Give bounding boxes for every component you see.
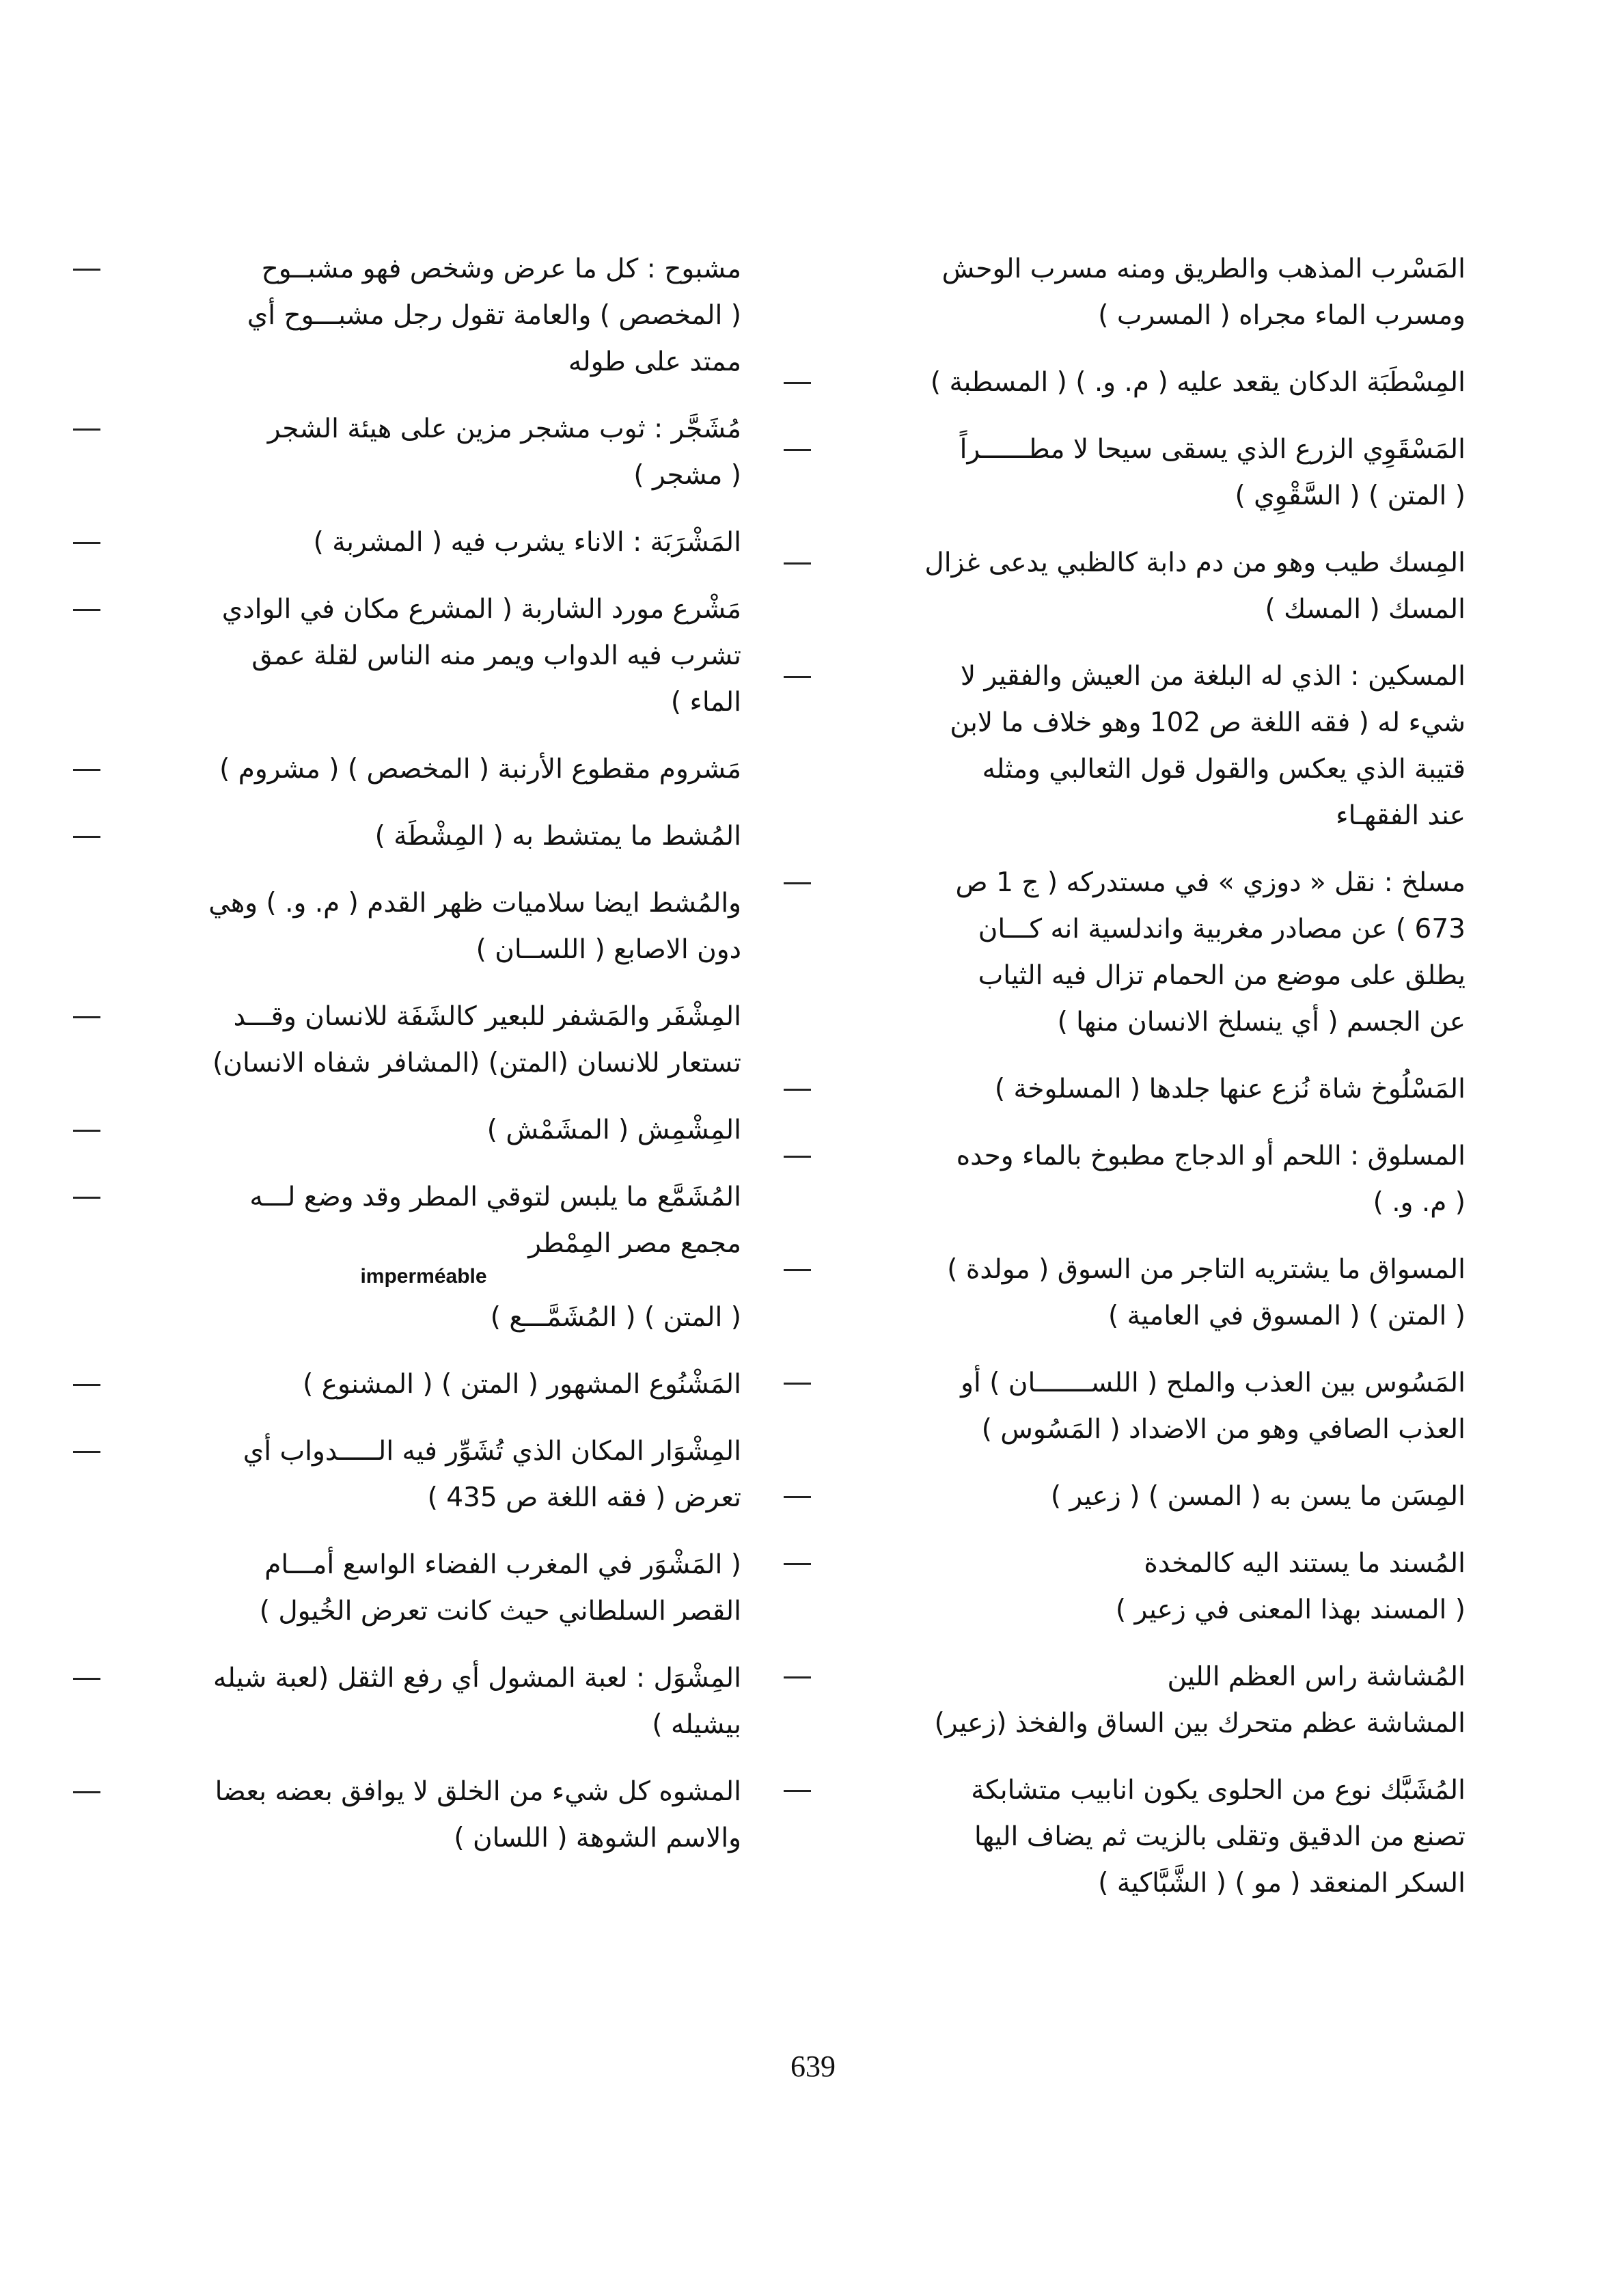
entry-line: مُشَجَّر : ثوب مشجر مزين على هيئة الشجر <box>267 413 741 444</box>
entry-line: المسلوق : اللحم أو الدجاج مطبوخ بالماء وحده <box>956 1141 1465 1171</box>
entry-dash <box>73 1130 100 1132</box>
entry-line: 673 ) عن مصادر مغربية واندلسية انه كـــان <box>978 914 1465 944</box>
dictionary-entry <box>857 246 1465 339</box>
dictionary-entry <box>147 1428 741 1521</box>
entry-dash <box>784 562 811 565</box>
entry-line: ( المسند بهذا المعنى في زعير ) <box>1115 1594 1465 1625</box>
entry-dash <box>73 1384 100 1386</box>
entry-line: ( مشجر ) <box>633 460 741 491</box>
entry-line: مسلخ : نقل « دوزي » في مستدركه ( ج 1 ص <box>955 867 1465 898</box>
entry-line: ( المتن ) ( المُشَمَّـــع ) <box>490 1302 741 1333</box>
entry-line: المِسْطَبَة الدكان يقعد عليه ( م. و. ) ( المسطبة ) <box>930 367 1465 398</box>
entry-line: عن الجسم ( أي ينسلخ الانسان منها ) <box>1057 1007 1465 1037</box>
entry-line: والمُشط ايضا سلاميات ظهر القدم ( م. و. ) وهي <box>208 888 741 919</box>
entry-line: المُشاشة راس العظم اللين <box>1167 1661 1465 1692</box>
entry-dash <box>784 1676 811 1678</box>
entry-line: مَشروم مقطوع الأرنبة ( المخصص ) ( مشروم ) <box>219 754 741 785</box>
entry-line: المِسك طيب وهو من دم دابة كالظبي يدعى غزال <box>924 547 1465 578</box>
entry-dash <box>73 1451 100 1453</box>
entry-line: ممتد على طوله <box>568 346 741 377</box>
entry-line: مَشْرع مورد الشاربة ( المشرع مكان في الوادي <box>221 594 741 625</box>
entry-dash <box>73 429 100 431</box>
entry-line: القصر السلطاني حيث كانت تعرض الخُيول ) <box>259 1596 741 1627</box>
page-number: 639 <box>790 2050 836 2083</box>
entry-line: المَسْرب المذهب والطريق ومنه مسرب الوحش <box>941 254 1465 284</box>
entry-line: المشاشة عظم متحرك بين الساق والفخذ (زعير) <box>934 1708 1465 1739</box>
entry-line: المُسند ما يستند اليه كالمخدة <box>1144 1548 1465 1579</box>
entry-line: تستعار للانسان (المتن) (المشافر شفاه الانسان) <box>212 1048 741 1078</box>
dictionary-entry <box>857 860 1465 1046</box>
entry-line: المِشْوَل : لعبة المشول أي رفع الثقل (لعبة شيله <box>213 1663 741 1694</box>
entry-dash <box>784 676 811 678</box>
dictionary-entry <box>857 540 1465 633</box>
entry-dash <box>73 1791 100 1793</box>
dictionary-entry <box>147 406 741 499</box>
entry-line: ( المخصص ) والعامة تقول رجل مشبـــوح أي <box>247 300 741 331</box>
entry-line: العذب الصافي وهو من الاضداد ( المَسُوس ) <box>981 1414 1465 1445</box>
entry-line: السكر المنعقد ( مو ) ( الشَّبَّاكية ) <box>1098 1868 1465 1899</box>
entry-dash <box>784 1383 811 1385</box>
entry-line: والاسم الشوهة ( اللسان ) <box>454 1823 741 1853</box>
dictionary-entry <box>857 426 1465 519</box>
entry-line: شيء له ( فقه اللغة ص 102 وهو خلاف ما لابن <box>950 707 1465 738</box>
left-column <box>147 246 741 1882</box>
entry-dash <box>73 769 100 771</box>
dictionary-entry <box>857 1133 1465 1226</box>
entry-line: المشوه كل شيء من الخلق لا يوافق بعضه بعضا <box>215 1776 741 1807</box>
entry-line: مشبوح : كل ما عرض وشخص فهو مشبــوح <box>261 254 741 284</box>
entry-line: ( المَشْوَر في المغرب الفضاء الواسع أمـــام <box>264 1549 741 1580</box>
entry-dash <box>784 382 811 384</box>
entry-line: عند الفقهـاء <box>1336 800 1465 831</box>
dictionary-entry <box>147 519 741 566</box>
entry-line: المِشْوَار المكان الذي تُشَوِّر فيه الـــــدواب أي <box>243 1436 741 1467</box>
dictionary-entry <box>147 1361 741 1408</box>
entry-dash <box>784 449 811 451</box>
dictionary-entry <box>147 1542 741 1635</box>
dictionary-entry <box>857 1654 1465 1747</box>
entry-line: ( المتن ) ( المسوق في العامية ) <box>1108 1301 1465 1331</box>
entry-line: المَشْرَبَة : الاناء يشرب فيه ( المشربة ) <box>313 527 741 558</box>
dictionary-entry <box>147 246 741 385</box>
entry-dash <box>784 1089 811 1091</box>
entry-dash <box>73 1016 100 1018</box>
entry-line: المِسَن ما يسن به ( المسن ) ( زعير ) <box>1050 1481 1465 1512</box>
dictionary-entry <box>147 994 741 1087</box>
entry-line: المَسْقَوِي الزرع الذي يسقى سيحا لا مطــــــراً <box>959 434 1465 465</box>
entry-line: ومسرب الماء مجراه ( المسرب ) <box>1098 300 1465 331</box>
entry-dash <box>784 1156 811 1158</box>
dictionary-entry <box>147 1174 741 1341</box>
entry-line: المسك ( المسك ) <box>1265 594 1465 625</box>
dictionary-entry <box>857 1767 1465 1907</box>
entry-dash <box>784 1496 811 1498</box>
entry-line: تصنع من الدقيق وتقلى بالزيت ثم يضاف اليها <box>974 1821 1465 1852</box>
entry-line: ( م. و. ) <box>1373 1187 1465 1218</box>
entry-line: بيشيله ) <box>652 1709 741 1740</box>
entry-line: ( المتن ) ( السَّقْوِي ) <box>1235 480 1465 511</box>
entry-line: المسواق ما يشتريه التاجر من السوق ( مولدة ) <box>947 1254 1465 1285</box>
dictionary-entry <box>147 813 741 860</box>
dictionary-entry <box>857 359 1465 406</box>
entry-dash <box>73 542 100 544</box>
entry-line: المَسْلُوخ شاة نُزع عنها جلدها ( المسلوخة ) <box>994 1074 1465 1104</box>
entry-line: المُشَمَّع ما يلبس لتوقي المطر وقد وضع لـــه <box>249 1182 741 1212</box>
entry-line: المَسُوس بين العذب والملح ( اللســـــــان ) أو <box>961 1368 1465 1398</box>
entry-dash <box>73 836 100 838</box>
entry-line: المسكين : الذي له البلغة من العيش والفقير لا <box>960 661 1465 692</box>
entry-line: المُشَبَّك نوع من الحلوى يكون انابيب متشابكة <box>971 1775 1465 1806</box>
entry-line: المَشْنُوع المشهور ( المتن ) ( المشنوع ) <box>303 1369 741 1400</box>
entry-line: المِشْفَر والمَشفر للبعير كالشَفَة للانسان وقـــد <box>233 1001 741 1032</box>
entry-dash <box>784 882 811 884</box>
dictionary-entry <box>147 880 741 973</box>
dictionary-entry <box>147 586 741 726</box>
dictionary-entry <box>857 653 1465 839</box>
entry-dash <box>73 1197 100 1199</box>
entry-dash <box>73 1678 100 1680</box>
entry-line: المِشْمِش ( المشَمْش ) <box>486 1115 741 1145</box>
entry-line: يطلق على موضع من الحمام تزال فيه الثياب <box>978 960 1465 991</box>
entry-line: الماء ) <box>670 687 741 718</box>
entry-dash <box>784 1269 811 1271</box>
dictionary-entry <box>147 1107 741 1154</box>
dictionary-entry <box>147 1655 741 1748</box>
dictionary-entry <box>147 1769 741 1862</box>
dictionary-entry <box>857 1360 1465 1453</box>
entry-dash <box>784 1790 811 1792</box>
entry-dash <box>73 609 100 611</box>
dictionary-entry <box>857 1540 1465 1633</box>
dictionary-entry <box>857 1473 1465 1520</box>
entry-line: دون الاصابع ( اللســان ) <box>476 934 741 965</box>
entry-dash <box>784 1563 811 1565</box>
entry-dash <box>73 269 100 271</box>
entry-line: مجمع مصر المِمْطر <box>528 1228 741 1259</box>
entry-line: قتيبة الذي يعكس والقول قول الثعالبي ومثله <box>982 754 1465 785</box>
dictionary-entry <box>857 1066 1465 1113</box>
dictionary-entry <box>857 1247 1465 1340</box>
entry-line: تشرب فيه الدواب ويمر منه الناس لقلة عمق <box>251 640 741 671</box>
right-column <box>857 246 1465 1927</box>
latin-term: imperméable <box>360 1265 487 1288</box>
entry-line: تعرض ( فقه اللغة ص 435 ) <box>427 1482 741 1513</box>
entry-line: المُشط ما يمتشط به ( المِشْطَة ) <box>374 821 741 852</box>
dictionary-entry <box>147 746 741 793</box>
